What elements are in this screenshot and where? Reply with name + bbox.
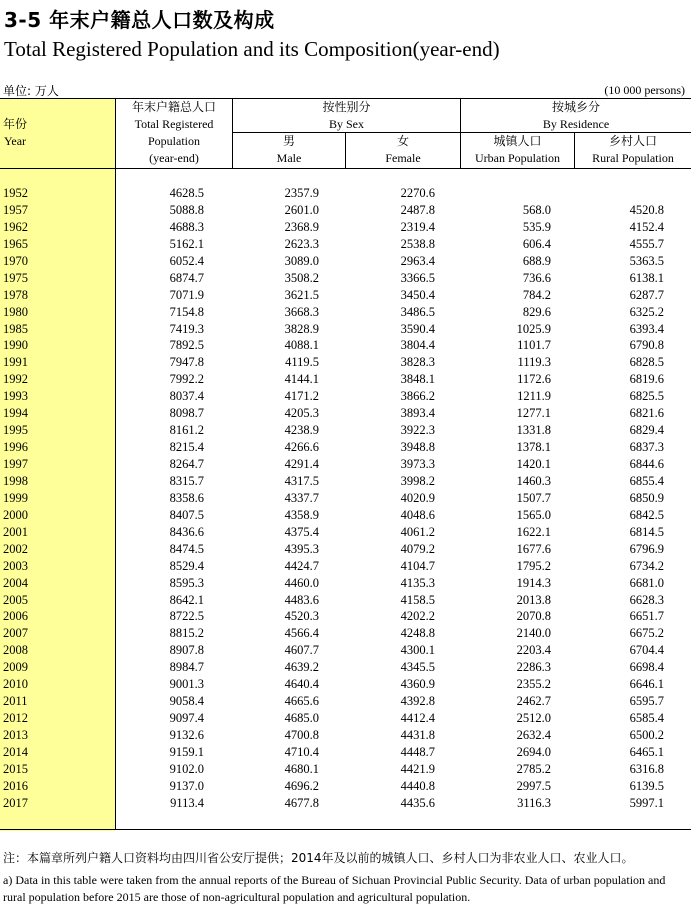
cell-urban: 1565.0 xyxy=(516,507,551,522)
cell-male: 4205.3 xyxy=(284,406,319,421)
table-row xyxy=(0,439,691,456)
cell-total: 7154.8 xyxy=(169,304,204,319)
table-row xyxy=(0,558,691,575)
cell-male: 4119.5 xyxy=(285,355,319,370)
cell-year: 1990 xyxy=(3,338,28,353)
cell-year: 2007 xyxy=(3,626,28,641)
cell-female: 4079.2 xyxy=(400,541,435,556)
cell-female: 3973.3 xyxy=(400,457,435,471)
cell-year: 1994 xyxy=(3,406,28,421)
cell-rural: 6316.8 xyxy=(629,761,664,776)
cell-total: 8642.1 xyxy=(169,592,204,607)
cell-female: 4440.8 xyxy=(400,778,435,793)
cell-year: 1997 xyxy=(3,457,28,471)
cell-year: 1980 xyxy=(3,304,28,319)
cell-female: 4421.9 xyxy=(400,761,435,776)
cell-year: 1965 xyxy=(3,236,28,251)
cell-year: 1991 xyxy=(3,355,28,370)
unit-label-en: (10 000 persons) xyxy=(604,83,685,97)
cell-female: 4300.1 xyxy=(400,643,435,658)
cell-urban: 1211.9 xyxy=(517,389,551,404)
cell-male: 4395.3 xyxy=(284,541,319,556)
cell-female: 3922.3 xyxy=(400,423,435,438)
cell-male: 3089.0 xyxy=(284,253,319,268)
cell-year: 2008 xyxy=(3,643,28,658)
cell-male: 4640.4 xyxy=(284,677,319,692)
cell-male: 2357.9 xyxy=(284,186,319,200)
cell-total: 7071.9 xyxy=(169,287,204,302)
cell-year: 2015 xyxy=(3,761,28,776)
cell-year: 2003 xyxy=(3,558,28,573)
table-row xyxy=(0,287,691,304)
cell-urban: 535.9 xyxy=(522,219,551,234)
cell-female: 2319.4 xyxy=(400,219,435,234)
cell-female: 3590.4 xyxy=(400,321,435,336)
cell-male: 4144.1 xyxy=(284,372,319,387)
cell-rural: 6821.6 xyxy=(629,406,664,421)
cell-female: 4104.7 xyxy=(400,558,435,573)
cell-urban: 1795.2 xyxy=(516,558,551,573)
header-by-sex xyxy=(233,99,460,133)
table-row xyxy=(0,507,691,524)
cell-male: 4696.2 xyxy=(284,778,319,793)
header-year-en: Year xyxy=(3,134,27,148)
cell-total: 9001.3 xyxy=(169,677,204,692)
cell-male: 4520.3 xyxy=(284,609,319,624)
cell-year: 2010 xyxy=(3,677,28,692)
cell-female: 4448.7 xyxy=(400,744,435,759)
table-title-cn: 3-5 年末户籍总人口数及构成 xyxy=(4,8,275,32)
cell-female: 4345.5 xyxy=(400,660,435,675)
cell-rural: 6844.6 xyxy=(629,457,664,471)
cell-urban: 2140.0 xyxy=(516,626,551,641)
cell-rural: 6628.3 xyxy=(629,592,664,607)
table-row xyxy=(0,405,691,422)
cell-total: 8815.2 xyxy=(169,626,204,641)
cell-male: 4337.7 xyxy=(284,490,319,505)
unit-label-cn: 单位: 万人 xyxy=(3,84,59,98)
cell-rural: 6842.5 xyxy=(629,507,664,522)
table-row xyxy=(0,778,691,795)
cell-female: 4020.9 xyxy=(400,490,435,505)
header-total-en: Total Registered xyxy=(134,117,214,131)
cell-total: 8161.2 xyxy=(169,423,204,438)
cell-male: 3508.2 xyxy=(284,270,319,285)
header-rural-cn: 乡村人口 xyxy=(608,134,657,148)
cell-year: 2013 xyxy=(3,728,28,742)
cell-male: 4665.6 xyxy=(284,694,319,709)
table-row xyxy=(0,761,691,778)
cell-rural: 6287.7 xyxy=(629,287,664,302)
cell-urban: 2632.4 xyxy=(516,728,551,742)
cell-urban: 1460.3 xyxy=(516,473,551,488)
header-by-residence-en: By Residence xyxy=(542,117,610,131)
header-year xyxy=(0,116,30,150)
cell-female: 4158.5 xyxy=(400,592,435,607)
cell-year: 1978 xyxy=(3,287,28,302)
table-row xyxy=(0,473,691,490)
cell-urban: 1101.7 xyxy=(517,338,551,353)
cell-year: 2004 xyxy=(3,575,28,590)
cell-total: 9102.0 xyxy=(169,761,204,776)
cell-rural: 6814.5 xyxy=(629,524,664,539)
header-male-en: Male xyxy=(276,151,302,165)
cell-rural: 6796.9 xyxy=(629,541,664,556)
cell-urban: 2355.2 xyxy=(516,677,551,692)
cell-urban: 736.6 xyxy=(522,270,551,285)
cell-total: 9132.6 xyxy=(169,728,204,742)
cell-total: 8264.7 xyxy=(169,457,204,471)
table-row xyxy=(0,608,691,625)
cell-urban: 3116.3 xyxy=(517,795,551,810)
cell-year: 1996 xyxy=(3,440,28,455)
table-row xyxy=(0,592,691,609)
table-row xyxy=(0,219,691,236)
cell-total: 9058.4 xyxy=(169,694,204,709)
table-row xyxy=(0,337,691,354)
header-by-residence-cn: 按城乡分 xyxy=(551,100,600,114)
cell-rural: 6825.5 xyxy=(629,389,664,404)
cell-male: 4607.7 xyxy=(284,643,319,658)
cell-male: 4460.0 xyxy=(284,575,319,590)
cell-rural: 6837.3 xyxy=(629,440,664,455)
cell-urban: 1677.6 xyxy=(516,541,551,556)
cell-urban: 2070.8 xyxy=(516,609,551,624)
cell-male: 4266.6 xyxy=(284,440,319,455)
cell-female: 4435.6 xyxy=(400,795,435,810)
header-urban-en: Urban Population xyxy=(475,151,560,165)
table-row xyxy=(0,304,691,321)
cell-male: 4566.4 xyxy=(284,626,319,641)
cell-total: 7892.5 xyxy=(169,338,204,353)
table-row xyxy=(0,795,691,812)
cell-urban: 2785.2 xyxy=(516,761,551,776)
header-total xyxy=(116,99,232,167)
cell-male: 4358.9 xyxy=(284,507,319,522)
cell-female: 3948.8 xyxy=(400,440,435,455)
table-row xyxy=(0,642,691,659)
header-bottom-rule xyxy=(0,168,691,169)
cell-rural: 6500.2 xyxy=(629,728,664,742)
cell-rural: 6651.7 xyxy=(629,609,664,624)
cell-total: 8474.5 xyxy=(169,541,204,556)
cell-total: 8407.5 xyxy=(169,507,204,522)
table-bottom-rule xyxy=(0,829,691,830)
cell-male: 4424.7 xyxy=(284,558,319,573)
cell-rural: 6675.2 xyxy=(629,626,664,641)
cell-urban: 1378.1 xyxy=(516,440,551,455)
cell-rural: 6325.2 xyxy=(629,304,664,319)
table-row xyxy=(0,236,691,253)
table-row xyxy=(0,625,691,642)
table-title-en: Total Registered Population and its Composition(year-end) xyxy=(4,37,500,61)
cell-male: 4317.5 xyxy=(284,473,319,488)
cell-total: 5088.8 xyxy=(169,202,204,217)
cell-female: 3866.2 xyxy=(400,389,435,404)
cell-rural: 6855.4 xyxy=(629,473,664,488)
cell-year: 1993 xyxy=(3,389,28,404)
table-row xyxy=(0,388,691,405)
cell-rural: 6829.4 xyxy=(629,423,664,438)
cell-male: 3668.3 xyxy=(284,304,319,319)
cell-urban: 1914.3 xyxy=(516,575,551,590)
cell-male: 4685.0 xyxy=(284,711,319,726)
cell-rural: 4555.7 xyxy=(629,236,664,251)
header-urban-cn: 城镇人口 xyxy=(493,134,542,148)
cell-year: 1975 xyxy=(3,270,28,285)
table-body xyxy=(0,185,691,812)
cell-female: 3998.2 xyxy=(400,473,435,488)
cell-year: 2016 xyxy=(3,778,28,793)
footnote-en: a) Data in this table were taken from the annual reports of the Bureau of Sichuan Provincial Public Security. Data of urban population and rural population before 2015 are those of non-agricultural population and agricultural population. xyxy=(3,873,666,904)
cell-year: 2005 xyxy=(3,592,28,607)
cell-rural: 4152.4 xyxy=(629,219,664,234)
cell-urban: 2286.3 xyxy=(516,660,551,675)
cell-total: 7419.3 xyxy=(169,321,204,336)
cell-total: 8984.7 xyxy=(169,660,204,675)
table-row xyxy=(0,659,691,676)
cell-total: 8098.7 xyxy=(169,406,204,421)
cell-female: 4360.9 xyxy=(400,677,435,692)
cell-male: 2368.9 xyxy=(284,219,319,234)
cell-urban: 2694.0 xyxy=(516,744,551,759)
cell-female: 3366.5 xyxy=(400,270,435,285)
cell-rural: 6646.1 xyxy=(629,677,664,692)
cell-male: 4088.1 xyxy=(284,338,319,353)
header-female-cn: 女 xyxy=(396,134,409,148)
cell-urban: 1172.6 xyxy=(517,372,551,387)
cell-female: 4135.3 xyxy=(400,575,435,590)
cell-year: 1962 xyxy=(3,219,28,234)
cell-total: 7992.2 xyxy=(169,372,204,387)
cell-male: 4710.4 xyxy=(284,744,319,759)
header-by-residence xyxy=(461,99,691,133)
cell-total: 8315.7 xyxy=(169,473,204,488)
cell-total: 6052.4 xyxy=(169,253,204,268)
cell-urban: 1119.3 xyxy=(517,355,551,370)
header-female-en: Female xyxy=(385,151,421,165)
header-female xyxy=(346,133,460,167)
cell-total: 8722.5 xyxy=(169,609,204,624)
cell-total: 7947.8 xyxy=(169,355,204,370)
cell-urban: 1277.1 xyxy=(516,406,551,421)
cell-female: 3804.4 xyxy=(400,338,435,353)
cell-urban: 2462.7 xyxy=(516,694,551,709)
cell-rural: 6393.4 xyxy=(629,321,664,336)
cell-year: 1999 xyxy=(3,490,28,505)
cell-female: 3486.5 xyxy=(400,304,435,319)
table-row xyxy=(0,575,691,592)
table-row xyxy=(0,541,691,558)
cell-rural: 4520.8 xyxy=(629,202,664,217)
cell-total: 8907.8 xyxy=(169,643,204,658)
cell-female: 4431.8 xyxy=(400,728,435,742)
cell-year: 2000 xyxy=(3,507,28,522)
cell-year: 2012 xyxy=(3,711,28,726)
cell-total: 8037.4 xyxy=(169,389,204,404)
cell-urban: 784.2 xyxy=(522,287,551,302)
cell-urban: 829.6 xyxy=(522,304,551,319)
cell-female: 3893.4 xyxy=(400,406,435,421)
cell-urban: 568.0 xyxy=(522,202,551,217)
cell-male: 4483.6 xyxy=(284,592,319,607)
cell-urban: 1420.1 xyxy=(516,457,551,471)
population-table xyxy=(0,98,691,831)
cell-year: 1995 xyxy=(3,423,28,438)
cell-rural: 6595.7 xyxy=(629,694,664,709)
cell-female: 3828.3 xyxy=(400,355,435,370)
cell-year: 2002 xyxy=(3,541,28,556)
cell-male: 2601.0 xyxy=(284,202,319,217)
cell-female: 2270.6 xyxy=(400,186,435,200)
cell-rural: 6790.8 xyxy=(629,338,664,353)
table-row xyxy=(0,710,691,727)
table-row xyxy=(0,744,691,761)
cell-male: 3621.5 xyxy=(284,287,319,302)
cell-year: 2006 xyxy=(3,609,28,624)
cell-rural: 6850.9 xyxy=(629,490,664,505)
cell-total: 9159.1 xyxy=(169,744,204,759)
cell-total: 8529.4 xyxy=(169,558,204,573)
header-rural-en: Rural Population xyxy=(592,151,674,165)
cell-male: 4680.1 xyxy=(284,761,319,776)
cell-year: 1952 xyxy=(3,186,28,200)
cell-year: 2009 xyxy=(3,660,28,675)
cell-urban: 606.4 xyxy=(522,236,551,251)
cell-year: 1998 xyxy=(3,473,28,488)
cell-urban: 1507.7 xyxy=(516,490,551,505)
cell-year: 2011 xyxy=(3,694,28,709)
cell-urban: 1025.9 xyxy=(516,321,551,336)
cell-year: 2017 xyxy=(3,795,28,810)
cell-rural: 6465.1 xyxy=(629,744,664,759)
table-row xyxy=(0,422,691,439)
cell-urban: 688.9 xyxy=(522,253,551,268)
cell-rural: 6819.6 xyxy=(629,372,664,387)
cell-urban: 1331.8 xyxy=(516,423,551,438)
header-total-en: Population xyxy=(147,134,200,148)
cell-total: 5162.1 xyxy=(169,236,204,251)
cell-male: 4171.2 xyxy=(284,389,319,404)
cell-female: 2487.8 xyxy=(400,202,435,217)
cell-male: 4639.2 xyxy=(284,660,319,675)
cell-rural: 6828.5 xyxy=(629,355,664,370)
cell-rural: 5363.5 xyxy=(629,253,664,268)
header-year-cn: 年份 xyxy=(2,117,27,131)
cell-total: 9137.0 xyxy=(169,778,204,793)
cell-year: 1992 xyxy=(3,372,28,387)
cell-rural: 5997.1 xyxy=(629,795,664,810)
cell-total: 4688.3 xyxy=(169,219,204,234)
cell-female: 4048.6 xyxy=(400,507,435,522)
cell-male: 4677.8 xyxy=(284,795,319,810)
cell-year: 1985 xyxy=(3,321,28,336)
cell-total: 8436.6 xyxy=(169,524,204,539)
cell-rural: 6681.0 xyxy=(629,575,664,590)
cell-male: 4238.9 xyxy=(284,423,319,438)
table-row xyxy=(0,253,691,270)
table-row xyxy=(0,185,691,202)
cell-female: 4392.8 xyxy=(400,694,435,709)
cell-female: 4412.4 xyxy=(400,711,435,726)
cell-total: 9097.4 xyxy=(169,711,204,726)
cell-rural: 6585.4 xyxy=(629,711,664,726)
header-by-sex-cn: 按性别分 xyxy=(322,100,371,114)
table-row xyxy=(0,371,691,388)
header-male-cn: 男 xyxy=(282,134,295,148)
cell-male: 4375.4 xyxy=(284,524,319,539)
cell-total: 9113.4 xyxy=(170,795,204,810)
header-male xyxy=(233,133,345,167)
cell-male: 3828.9 xyxy=(284,321,319,336)
cell-rural: 6704.4 xyxy=(629,643,664,658)
cell-year: 2001 xyxy=(3,524,28,539)
cell-year: 2014 xyxy=(3,744,28,759)
cell-year: 1970 xyxy=(3,253,28,268)
table-row xyxy=(0,676,691,693)
cell-year: 1957 xyxy=(3,202,28,217)
table-row xyxy=(0,490,691,507)
table-row xyxy=(0,727,691,744)
table-row xyxy=(0,354,691,371)
cell-male: 2623.3 xyxy=(284,236,319,251)
footnote-cn: 注：本篇章所列户籍人口资料均由四川省公安厅提供；2014年及以前的城镇人口、乡村人口为非农业人口、农业人口。 xyxy=(3,851,634,865)
header-total-en: (year-end) xyxy=(149,151,199,165)
cell-female: 3848.1 xyxy=(400,372,435,387)
cell-total: 8358.6 xyxy=(169,490,204,505)
cell-female: 4061.2 xyxy=(400,524,435,539)
cell-total: 8595.3 xyxy=(169,575,204,590)
cell-rural: 6734.2 xyxy=(629,558,664,573)
cell-total: 8215.4 xyxy=(169,440,204,455)
cell-male: 4291.4 xyxy=(284,457,319,471)
cell-male: 4700.8 xyxy=(284,728,319,742)
table-row xyxy=(0,693,691,710)
table-row xyxy=(0,202,691,219)
header-by-sex-en: By Sex xyxy=(328,117,364,131)
table-row xyxy=(0,456,691,473)
cell-rural: 6698.4 xyxy=(629,660,664,675)
cell-urban: 2512.0 xyxy=(516,711,551,726)
cell-female: 2963.4 xyxy=(400,253,435,268)
cell-urban: 1622.1 xyxy=(516,524,551,539)
cell-urban: 2203.4 xyxy=(516,643,551,658)
cell-female: 2538.8 xyxy=(400,236,435,251)
header-total-cn: 年末户籍总人口 xyxy=(131,100,216,114)
cell-urban: 2013.8 xyxy=(516,592,551,607)
cell-female: 4202.2 xyxy=(400,609,435,624)
table-row xyxy=(0,321,691,338)
cell-female: 3450.4 xyxy=(400,287,435,302)
header-rural xyxy=(575,133,691,167)
cell-urban: 2997.5 xyxy=(516,778,551,793)
cell-rural: 6139.5 xyxy=(629,778,664,793)
cell-rural: 6138.1 xyxy=(629,270,664,285)
table-row xyxy=(0,524,691,541)
cell-total: 4628.5 xyxy=(169,186,204,200)
cell-female: 4248.8 xyxy=(400,626,435,641)
header-urban xyxy=(461,133,574,167)
table-row xyxy=(0,270,691,287)
cell-total: 6874.7 xyxy=(169,270,204,285)
